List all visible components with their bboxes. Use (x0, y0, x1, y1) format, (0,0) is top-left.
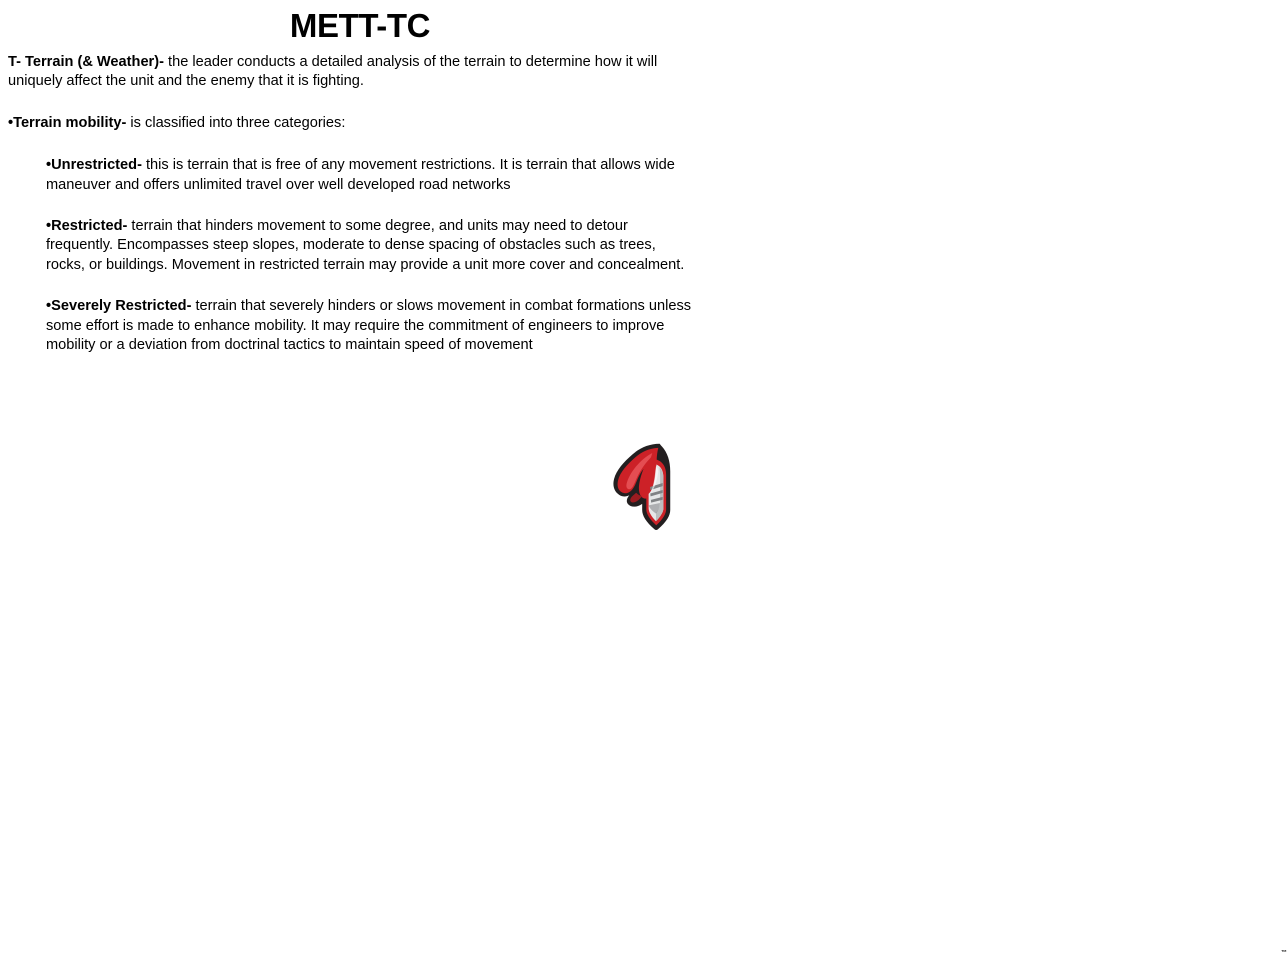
page-title: METT-TC (289, 7, 431, 44)
label-terrain-weather: T- Terrain (& Weather)- (8, 54, 164, 70)
bullet-icon: • (46, 157, 52, 174)
text-terrain-mobility: is classified into three categories: (126, 114, 346, 131)
text-terrain-weather: the leader conducts a detailed analysis of the terrain to determine how it will uniquely affect the unit and the enemy that it is fighting. (8, 54, 658, 90)
bullet-icon: • (46, 218, 52, 235)
label-terrain-mobility: Terrain mobility- (13, 114, 127, 131)
label-severely-restricted: Severely Restricted- (51, 298, 192, 315)
text-severely-restricted: terrain that severely hinders or slows movement in combat formations unless some effort is made to enhance mobility. It may require the commitment of engineers to improve mobility or a deviation from doctrinal tactics to maintain speed of movement (46, 298, 692, 354)
bullet-icon: • (46, 298, 52, 315)
bullet-icon: • (8, 114, 14, 131)
paragraph-terrain-mobility (8, 114, 696, 133)
text-restricted: terrain that hinders movement to some degree, and units may need to detour frequently. Encompasses steep slopes, moderate to dense spacing of obstacles such as trees, rocks, or buildings. Movement in restricted terrain may provide a unit more cover and concealment. (46, 218, 685, 273)
scarlet-knight-logo-icon (604, 441, 1287, 956)
label-unrestricted: Unrestricted- (51, 157, 142, 174)
text-unrestricted: this is terrain that is free of any movement restrictions. It is terrain that allows wide maneuver and offers unlimited travel over well developed road networks (46, 157, 675, 193)
trademark-symbol: ™ (1281, 950, 1287, 956)
slide-body (8, 53, 696, 355)
paragraph-unrestricted (46, 156, 696, 195)
label-restricted: Restricted- (51, 218, 128, 235)
paragraph-restricted (46, 217, 696, 275)
paragraph-terrain-weather (8, 53, 696, 92)
paragraph-severely-restricted (46, 297, 696, 355)
